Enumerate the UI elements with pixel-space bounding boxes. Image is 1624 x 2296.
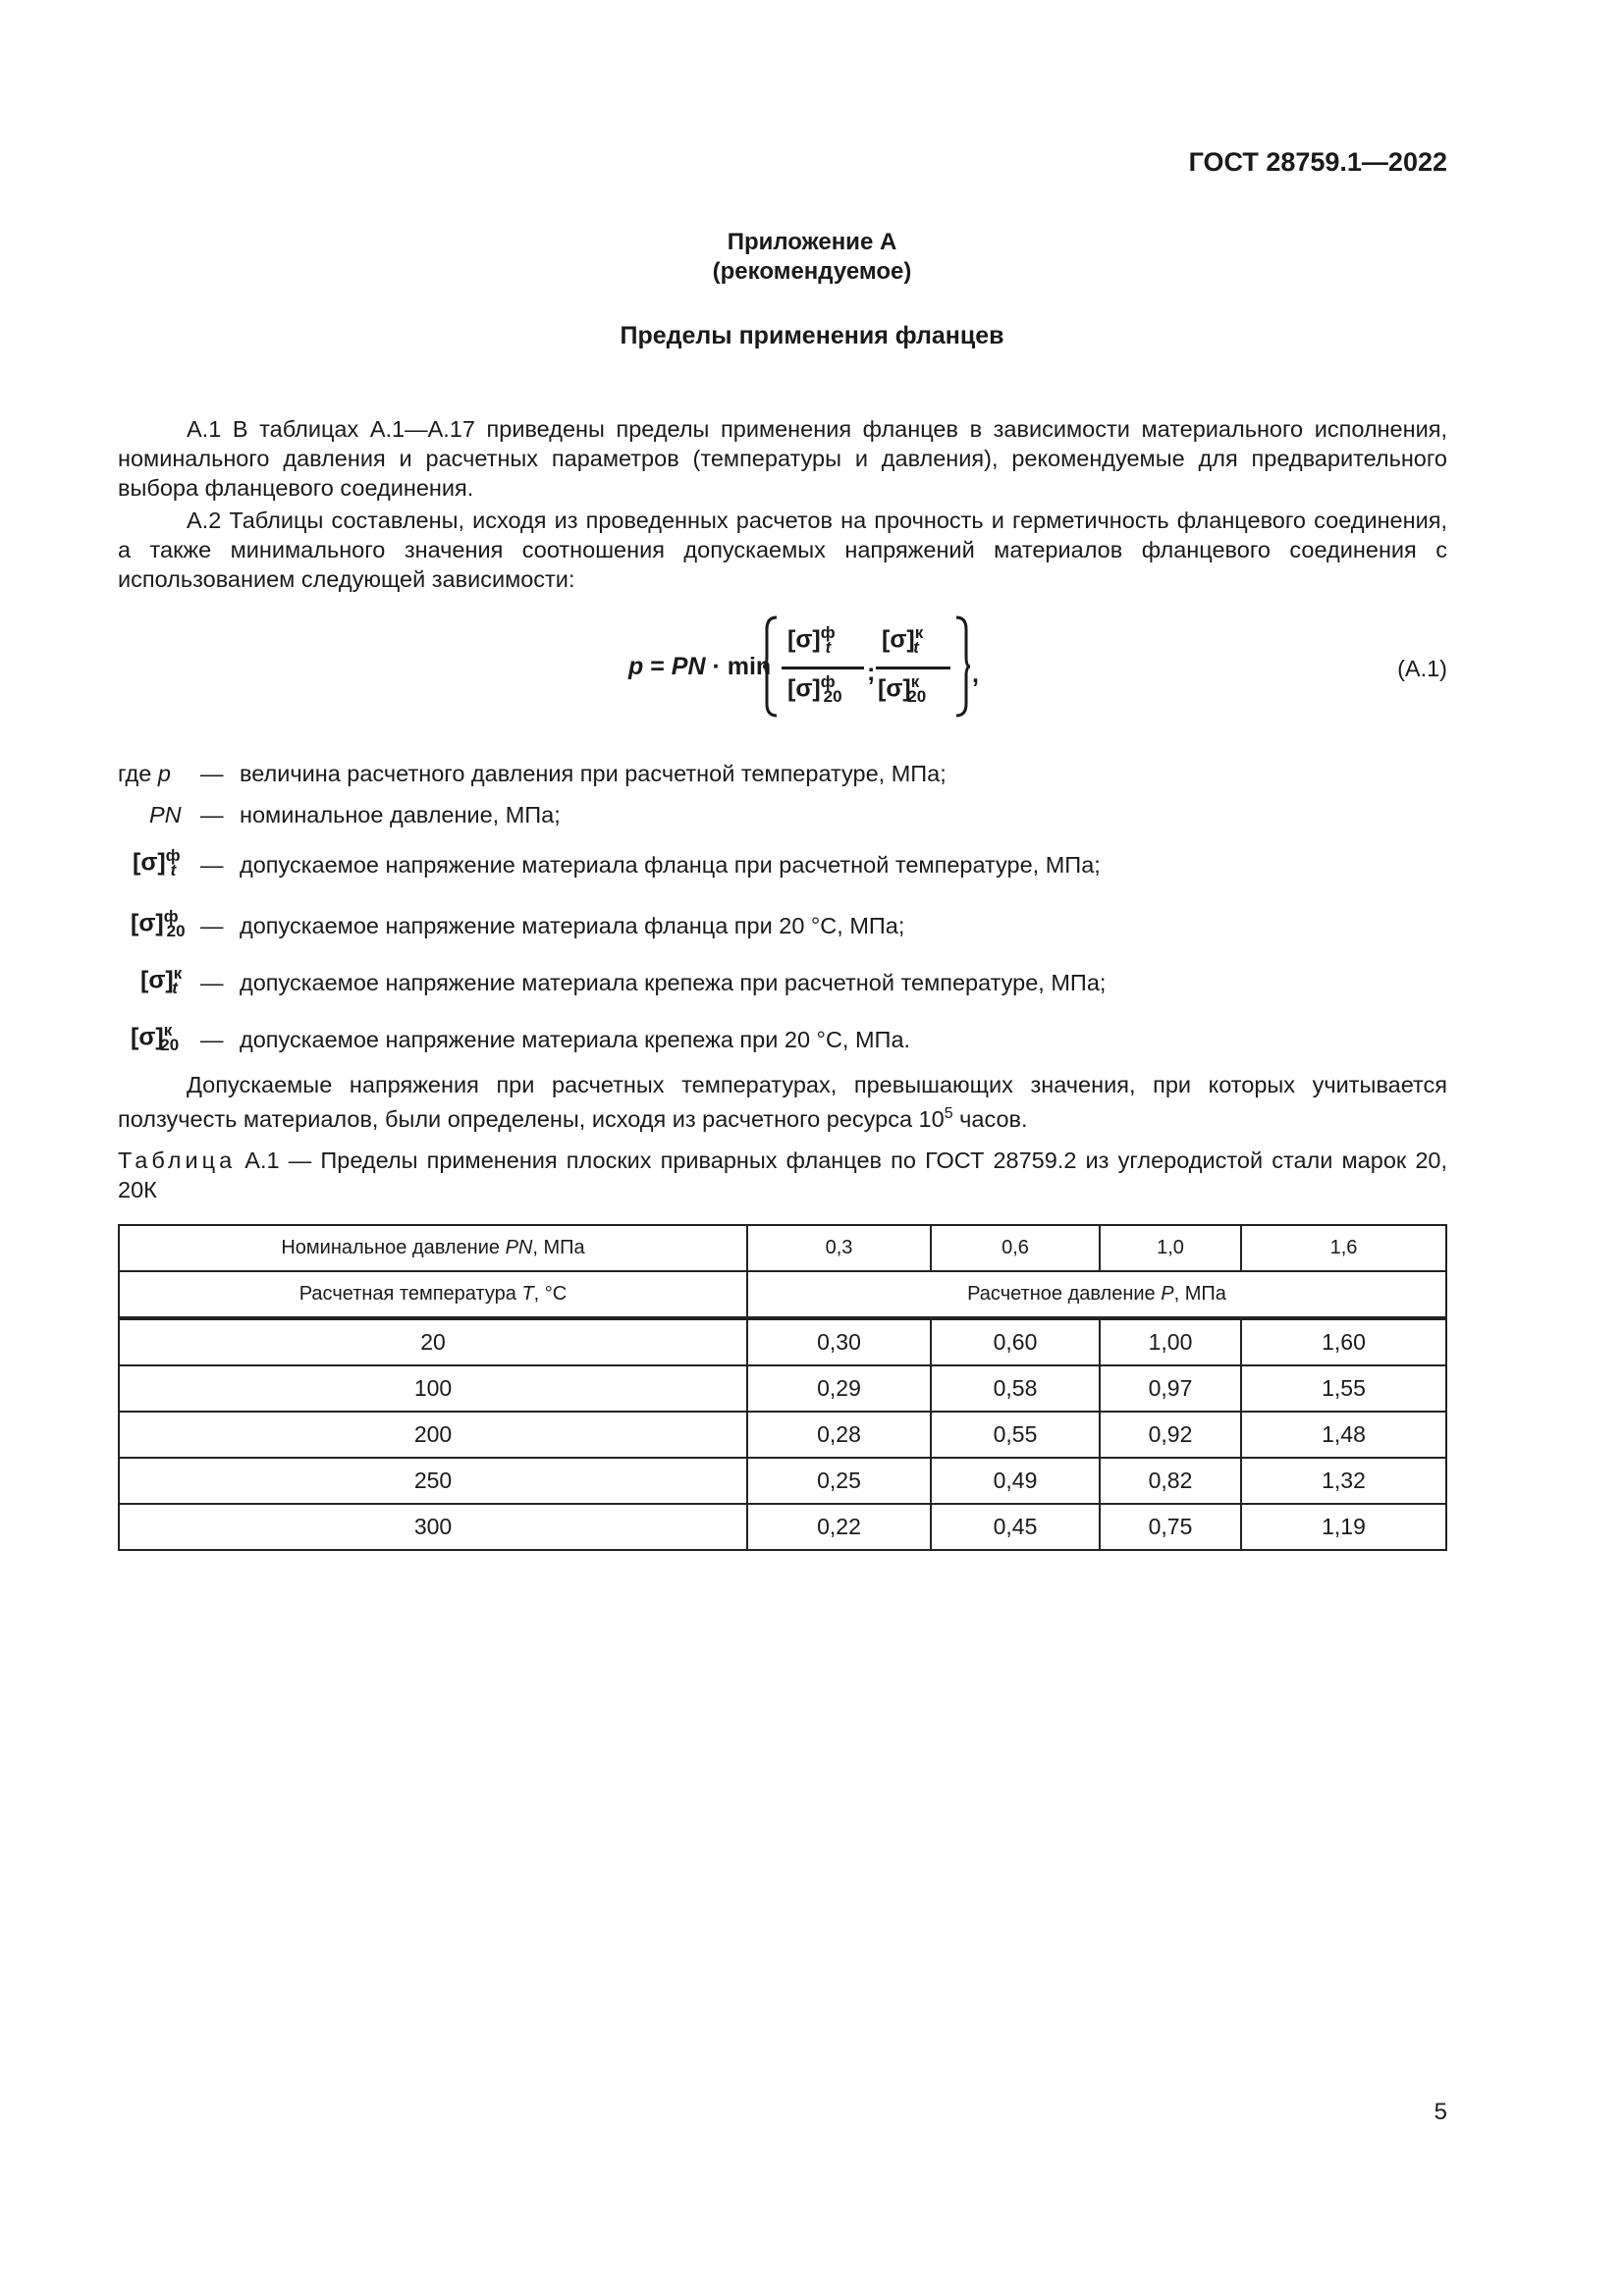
paragraph-creep-note: Допускаемые напряжения при расчетных температурах, превышающих значения, при которых учитывается ползучесть материалов, были определены, исходя из расчетного ресурса $10^5$ часов.: [118, 1072, 1447, 1132]
where-symbol: p: [157, 761, 171, 786]
pressure-cell: 1,60: [1241, 1318, 1446, 1365]
formula-lhs: p = PN · min: [628, 653, 772, 680]
where-text: допускаемое напряжение материала фланца при 20 °С, МПа;: [240, 913, 905, 938]
pressure-cell: 0,22: [747, 1504, 931, 1550]
pressure-cell: 1,19: [1241, 1504, 1446, 1550]
fraction-bar: [876, 667, 950, 669]
pressure-cell: 1,55: [1241, 1365, 1446, 1412]
standard-number: ГОСТ 28759.1—2022: [1188, 147, 1447, 177]
pressure-cell: 0,25: [747, 1458, 931, 1504]
where-dash: —: [200, 852, 224, 878]
where-intro: где: [118, 761, 152, 786]
sigma-t-fastener-symbol: $[\sigma]^к_t$: [140, 964, 183, 998]
table-caption-text: А.1 — Пределы применения плоских приварных фланцев по ГОСТ 28759.2 из углеродистой стали марок 20, 20К: [118, 1148, 1447, 1202]
numerator-fastener: $[\sigma]^к_t$: [882, 623, 924, 658]
paragraph-a1: А.1 В таблицах А.1—А.17 приведены пределы применения фланцев в зависимости материального исполнения, номинального давления и расчетных параметров (температуры и давления), рекомендуемые для предварительного выбора фланцевого соединения.: [118, 416, 1447, 501]
temperature-cell: 20: [119, 1318, 747, 1365]
temperature-cell: 300: [119, 1504, 747, 1550]
pressure-cell: 0,75: [1100, 1504, 1241, 1550]
temperature-header-cell: Расчетная температура T, °С: [119, 1271, 747, 1318]
where-text: допускаемое напряжение материала фланца при расчетной температуре, МПа;: [240, 852, 1101, 878]
annex-title: Приложение А: [727, 229, 897, 255]
fraction-bar: [782, 667, 864, 669]
pn-header-cell: Номинальное давление PN, МПа: [119, 1225, 747, 1271]
table-row: [119, 1365, 1446, 1412]
paragraph-a2: А.2 Таблицы составлены, исходя из проведенных расчетов на прочность и герметичность фланцевого соединения, а также минимального значения соотношения допускаемых напряжений материалов фланцевого соединения с использованием следующей зависимости:: [118, 507, 1447, 592]
pressure-cell: 1,00: [1100, 1318, 1241, 1365]
where-text: номинальное давление, МПа;: [240, 802, 561, 828]
pressure-cell: 0,30: [747, 1318, 931, 1365]
pressure-cell: 0,92: [1100, 1412, 1241, 1458]
pressure-cell: 1,48: [1241, 1412, 1446, 1458]
where-text: допускаемое напряжение материала крепежа при 20 °С, МПа.: [240, 1027, 911, 1052]
where-dash: —: [200, 802, 224, 828]
table-row: [119, 1504, 1446, 1550]
pressure-cell: 0,58: [931, 1365, 1100, 1412]
flange-limits-table: [118, 1224, 1447, 1551]
section-title: Пределы применения фланцев: [620, 322, 1004, 349]
denominator-fastener: $[\sigma]^к_{20}$: [878, 672, 927, 707]
formula-semicolon: ;: [867, 659, 876, 686]
temperature-cell: 250: [119, 1458, 747, 1504]
annex-heading: [0, 228, 1624, 287]
sigma-20-flange-symbol: $[\sigma]^ф_{20}$: [131, 907, 186, 941]
right-brace-icon: [952, 615, 972, 718]
left-brace-icon: [761, 615, 781, 718]
table-row: [119, 1458, 1446, 1504]
pressure-header-cell: Расчетное давление P, МПа: [747, 1271, 1446, 1318]
pn-value-cell: 1,6: [1241, 1225, 1446, 1271]
pressure-cell: 0,29: [747, 1365, 931, 1412]
sigma-20-fastener-symbol: $[\sigma]^к_{20}$: [131, 1021, 180, 1055]
fraction-flange: [782, 615, 866, 718]
pressure-cell: 0,28: [747, 1412, 931, 1458]
pn-value-cell: 0,6: [931, 1225, 1100, 1271]
where-text: величина расчетного давления при расчетной температуре, МПа;: [240, 761, 947, 786]
where-text: допускаемое напряжение материала крепежа при расчетной температуре, МПа;: [240, 970, 1107, 995]
where-dash: —: [200, 913, 224, 938]
temperature-cell: 100: [119, 1365, 747, 1412]
where-dash: —: [200, 761, 224, 786]
table-caption: [118, 1146, 1447, 1204]
pressure-cell: 0,60: [931, 1318, 1100, 1365]
where-dash: —: [200, 1027, 224, 1052]
pressure-cell: 0,49: [931, 1458, 1100, 1504]
formula-comma: ,: [972, 661, 979, 688]
fraction-fastener: [876, 615, 954, 718]
sigma-t-flange-symbol: $[\sigma]^ф_t$: [133, 846, 181, 881]
table-row: [119, 1412, 1446, 1458]
temperature-cell: 200: [119, 1412, 747, 1458]
pressure-cell: 0,55: [931, 1412, 1100, 1458]
annex-status: (рекомендуемое): [712, 258, 912, 285]
table-row: [119, 1318, 1446, 1365]
denominator-flange: $[\sigma]^ф_{20}$: [787, 672, 842, 707]
pressure-cell: 1,32: [1241, 1458, 1446, 1504]
pressure-cell: 0,97: [1100, 1365, 1241, 1412]
numerator-flange: $[\sigma]^ф_t$: [787, 623, 836, 658]
where-dash: —: [200, 970, 224, 995]
table-header-row: [119, 1271, 1446, 1318]
table-header-row: [119, 1225, 1446, 1271]
table-caption-word: Таблица: [118, 1148, 237, 1173]
pn-value-cell: 0,3: [747, 1225, 931, 1271]
pressure-cell: 0,82: [1100, 1458, 1241, 1504]
formula-a1: [628, 614, 979, 721]
where-item-p: [118, 761, 171, 787]
where-symbol: PN: [149, 802, 182, 828]
page-number: 5: [1434, 2099, 1447, 2125]
pressure-cell: 0,45: [931, 1504, 1100, 1550]
pn-value-cell: 1,0: [1100, 1225, 1241, 1271]
equation-number: (А.1): [1397, 656, 1447, 681]
